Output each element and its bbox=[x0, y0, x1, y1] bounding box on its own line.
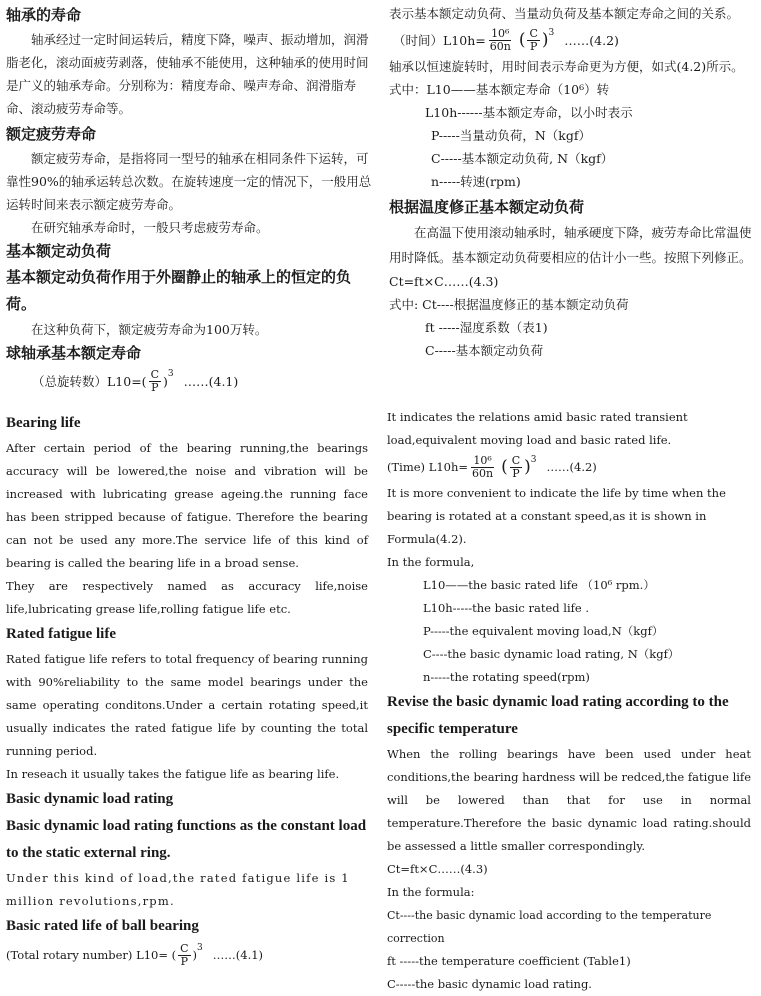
denominator: P bbox=[151, 380, 159, 394]
definition-line: n-----转速(rpm) bbox=[431, 174, 521, 189]
section-heading: Revise the basic dynamic load rating according to the specific temperature bbox=[387, 694, 729, 737]
formula-text: ) bbox=[524, 456, 531, 477]
exponent: 3 bbox=[197, 942, 203, 953]
en-left-column bbox=[6, 410, 368, 970]
numerator: C bbox=[180, 941, 189, 955]
paragraph: It indicates the relations amid basic rated transient load,equivalent moving load and basic rated life. bbox=[387, 410, 688, 447]
numerator: 10⁶ bbox=[473, 453, 492, 467]
section-heading: 基本额定动负荷作用于外圈静止的轴承上的恒定的负荷。 bbox=[6, 268, 352, 313]
formula-4-3: Ct=ft×C……(4.3) bbox=[389, 274, 499, 289]
numerator: C bbox=[529, 26, 538, 40]
cn-left-column bbox=[6, 3, 374, 396]
paragraph: When the rolling bearings have been used under heat conditions,the bearing hardness will be redced,the fatigue life will be lowered than that for use in normal temperature.Therefore the basic dynamic load rating.should be assessed a little smaller correspondingly. bbox=[387, 747, 751, 853]
exponent: 3 bbox=[530, 454, 537, 465]
formula-text: ( bbox=[518, 29, 526, 50]
section-heading: Bearing life bbox=[6, 415, 81, 431]
numerator: C bbox=[511, 453, 521, 467]
formula-number: ……(4.2) bbox=[564, 32, 619, 48]
exponent: 3 bbox=[548, 27, 555, 38]
formula-4-3: Ct=ft×C……(4.3) bbox=[387, 862, 488, 876]
paragraph: 额定疲劳寿命，是指将同一型号的轴承在相同条件下运转，可靠性90%的轴承运转总次数。在旋转速度一定的情况下，一般用总运转时间来表示额定疲劳寿命。 bbox=[6, 151, 372, 212]
formula-text: （总旋转数）L10=( bbox=[32, 373, 147, 389]
paragraph: 在研究轴承寿命时，一般只考虑疲劳寿命。 bbox=[31, 220, 269, 235]
definition-line: P-----当量动负荷，N（kgf） bbox=[431, 128, 591, 143]
formula-4-2 bbox=[387, 452, 751, 482]
paragraph: They are respectively named as accuracy life,noise life,lubricating grease life,rolling fatigue life etc. bbox=[6, 579, 368, 616]
paragraph: In the formula: bbox=[387, 885, 475, 899]
definition-line: P-----the equivalent moving load,N（kgf） bbox=[423, 624, 664, 638]
paragraph: After certain period of the bearing running,the bearings accuracy will be lowered,the noise and vibration will be increased with lubricating grease ageing.the running face has been stripped because of fatigue. Therefore the bearing can not be used any more.The service life of this kind of bearing is called the bearing life in a broad sense. bbox=[6, 441, 368, 570]
paragraph: 表示基本额定动负荷、当量动负荷及基本额定寿命之间的关系。 bbox=[389, 6, 740, 21]
section-heading: 额定疲劳寿命 bbox=[6, 125, 97, 143]
definition-line: C-----基本额定动负荷, N（kgf） bbox=[431, 151, 614, 166]
paragraph: It is more convenient to indicate the life by time when the bearing is rotated at a constant speed,as it is shown in Formula(4.2). bbox=[387, 486, 726, 546]
numerator: 10⁶ bbox=[491, 26, 510, 40]
denominator: 60n bbox=[489, 39, 511, 53]
denominator: P bbox=[512, 466, 520, 480]
paragraph: 在这种负荷下，额定疲劳寿命为100万转。 bbox=[31, 322, 268, 337]
definition-line: L10h-----the basic rated life . bbox=[423, 601, 590, 615]
fraction bbox=[178, 943, 190, 968]
exponent: 3 bbox=[167, 368, 174, 379]
formula-text: (Total rotary number) L10= ( bbox=[6, 947, 177, 962]
section-heading: 球轴承基本额定寿命 bbox=[6, 344, 142, 362]
fraction bbox=[527, 28, 539, 53]
paragraph: 在高温下使用滚动轴承时，轴承硬度下降，疲劳寿命比常温使用时降低。基本额定动负荷要相应的估计小一些。按照下列修正。 bbox=[389, 225, 752, 265]
formula-number: ……(4.1) bbox=[212, 947, 264, 962]
formula-number: ……(4.1) bbox=[183, 373, 239, 389]
formula-4-1 bbox=[6, 366, 374, 396]
paragraph: In the formula, bbox=[387, 555, 475, 569]
paragraph: 轴承经过一定时间运转后，精度下降，噪声、振动增加，润滑脂老化，滚动面疲劳剥落，使轴承不能使用，这种轴承的使用时间是广义的轴承寿命。分别称为：精度寿命、噪声寿命、润滑脂寿命、滚动疲劳寿命等。 bbox=[6, 32, 369, 116]
definition-line: L10——the basic rated life （10⁶ rpm.） bbox=[423, 578, 655, 592]
fraction bbox=[488, 28, 513, 53]
definition-line: C-----基本额定动负荷 bbox=[425, 343, 544, 358]
formula-text: ) bbox=[541, 29, 549, 50]
formula-4-2 bbox=[389, 25, 757, 55]
cn-right-column bbox=[389, 2, 757, 362]
section-heading: 根据温度修正基本额定动负荷 bbox=[389, 198, 585, 216]
section-heading: Basic dynamic load rating bbox=[6, 791, 174, 807]
fraction bbox=[149, 369, 161, 394]
formula-text: (Time) L10h= bbox=[387, 459, 468, 474]
definition-line: 式中：L10——基本额定寿命（10⁶）转 bbox=[389, 82, 610, 97]
definition-line: 式中: Ct----根据温度修正的基本额定动负荷 bbox=[389, 297, 629, 312]
definition-line: ft -----the temperature coefficient (Table1) bbox=[387, 954, 631, 968]
definition-line: C----the basic dynamic load rating, N（kgf） bbox=[423, 647, 680, 661]
formula-text: ) bbox=[192, 947, 198, 962]
en-right-column bbox=[387, 406, 751, 996]
formula-4-1 bbox=[6, 940, 368, 970]
formula-text: ) bbox=[162, 373, 168, 389]
section-heading: 轴承的寿命 bbox=[6, 6, 82, 24]
numerator: C bbox=[150, 367, 159, 381]
paragraph: In reseach it usually takes the fatigue life as bearing life. bbox=[6, 767, 340, 781]
definition-line: C-----the basic dynamic load rating. bbox=[387, 977, 592, 991]
definition-line: n-----the rotating speed(rpm) bbox=[423, 670, 590, 684]
formula-number: ……(4.2) bbox=[546, 459, 597, 474]
denominator: 60n bbox=[472, 466, 494, 480]
section-heading: 基本额定动负荷 bbox=[6, 242, 112, 260]
paragraph: 轴承以恒速旋转时，用时间表示寿命更为方便，如式(4.2)所示。 bbox=[389, 59, 744, 74]
fraction bbox=[470, 455, 495, 480]
section-heading: Rated fatigue life bbox=[6, 626, 116, 642]
section-heading: Basic rated life of ball bearing bbox=[6, 918, 199, 934]
definition-line: ft -----湿度系数（表1) bbox=[425, 320, 548, 335]
denominator: P bbox=[180, 954, 189, 968]
fraction bbox=[510, 455, 522, 480]
denominator: P bbox=[529, 39, 538, 53]
formula-text: （时间）L10h= bbox=[393, 32, 486, 48]
paragraph: Rated fatigue life refers to total frequency of bearing running with 90%reliability to the same model bearings under the same operating conditons.Under a certain rotating speed,it usually indicates the rated fatigue life by counting the total running period. bbox=[6, 652, 368, 758]
formula-text: ( bbox=[501, 456, 508, 477]
definition-line: L10h------基本额定寿命，以小时表示 bbox=[425, 105, 633, 120]
definition-line: Ct----the basic dynamic load according to the temperature correction bbox=[387, 909, 712, 945]
section-heading: Basic dynamic load rating functions as the constant load to the static external ring. bbox=[6, 818, 367, 861]
paragraph: Under this kind of load,the rated fatigue life is 1 million revolutions,rpm. bbox=[6, 871, 350, 908]
